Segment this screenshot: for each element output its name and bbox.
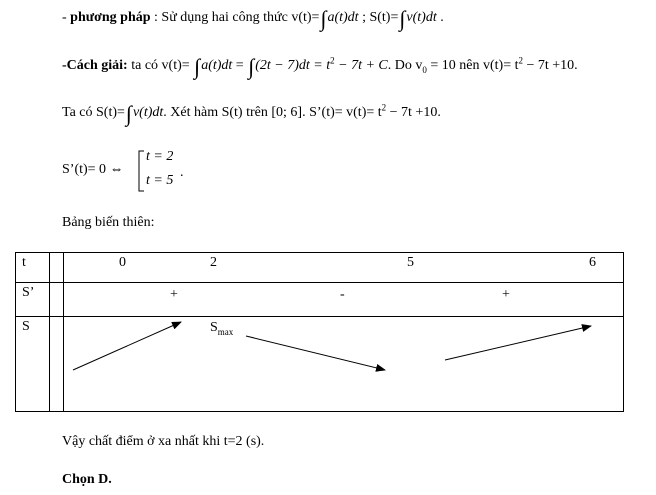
answer: Chọn D. (62, 472, 112, 487)
exponent: 2 (330, 55, 335, 66)
t-value: 6 (589, 255, 596, 270)
decreasing-arrow (246, 336, 385, 370)
root-1: t = 2 (146, 149, 174, 164)
exponent: 2 (518, 55, 523, 66)
t-label: t (22, 255, 26, 270)
sign: + (502, 287, 510, 302)
t-value: 5 (407, 255, 414, 270)
method-label: phương pháp (70, 10, 151, 25)
integral-sign: ∫ (194, 54, 201, 79)
increasing-arrow (445, 326, 591, 360)
integral-sign: ∫ (320, 6, 327, 31)
bracket-icon (137, 150, 145, 192)
sign: - (340, 287, 345, 302)
increasing-arrow (73, 322, 181, 370)
exponent: 2 (381, 102, 387, 113)
function-label: S (22, 319, 30, 334)
interval: [0; 6] (271, 105, 303, 120)
critical-points: S’(t)= 0 ⇔ t = 2 t = 5 . (62, 147, 202, 195)
subscript: 0 (422, 64, 427, 75)
t-value: 0 (119, 255, 126, 270)
table-heading: Bảng biến thiên: (62, 215, 155, 230)
integral-sign: ∫ (125, 101, 132, 126)
conclusion: Vậy chất điểm ở xa nhất khi t=2 (s). (62, 434, 265, 449)
derivative-label: S’ (22, 285, 35, 300)
sign: + (170, 287, 178, 302)
t-value: 2 (210, 255, 217, 270)
solution-label: -Cách giải: (62, 58, 128, 73)
integral-sign: ∫ (248, 54, 255, 79)
solution-line: -Cách giải: ta có $v(t)= \int a(t)dt = \int(2t - 7)dt = t^2 - 7t + C$. Do $v_0 = 10$ nên $v(t)= t^2 - 7t +10$. (62, 54, 578, 79)
variation-arrows (16, 253, 625, 413)
variation-table (15, 252, 624, 412)
integral-sign: ∫ (399, 6, 406, 31)
max-label: $S_{max}$ (210, 320, 234, 337)
method-line: - phương pháp : Sử dụng hai công thức v(t)=∫a(t)dt ; S(t)=∫v(t)dt . (62, 6, 444, 31)
s-function-line: Ta có S(t)=∫v(t)dt. Xét hàm S(t) trên [0; 6]. S’(t)= $v(t)= t^2 - 7t +10$. (62, 101, 441, 126)
root-2: t = 5 (146, 173, 174, 188)
